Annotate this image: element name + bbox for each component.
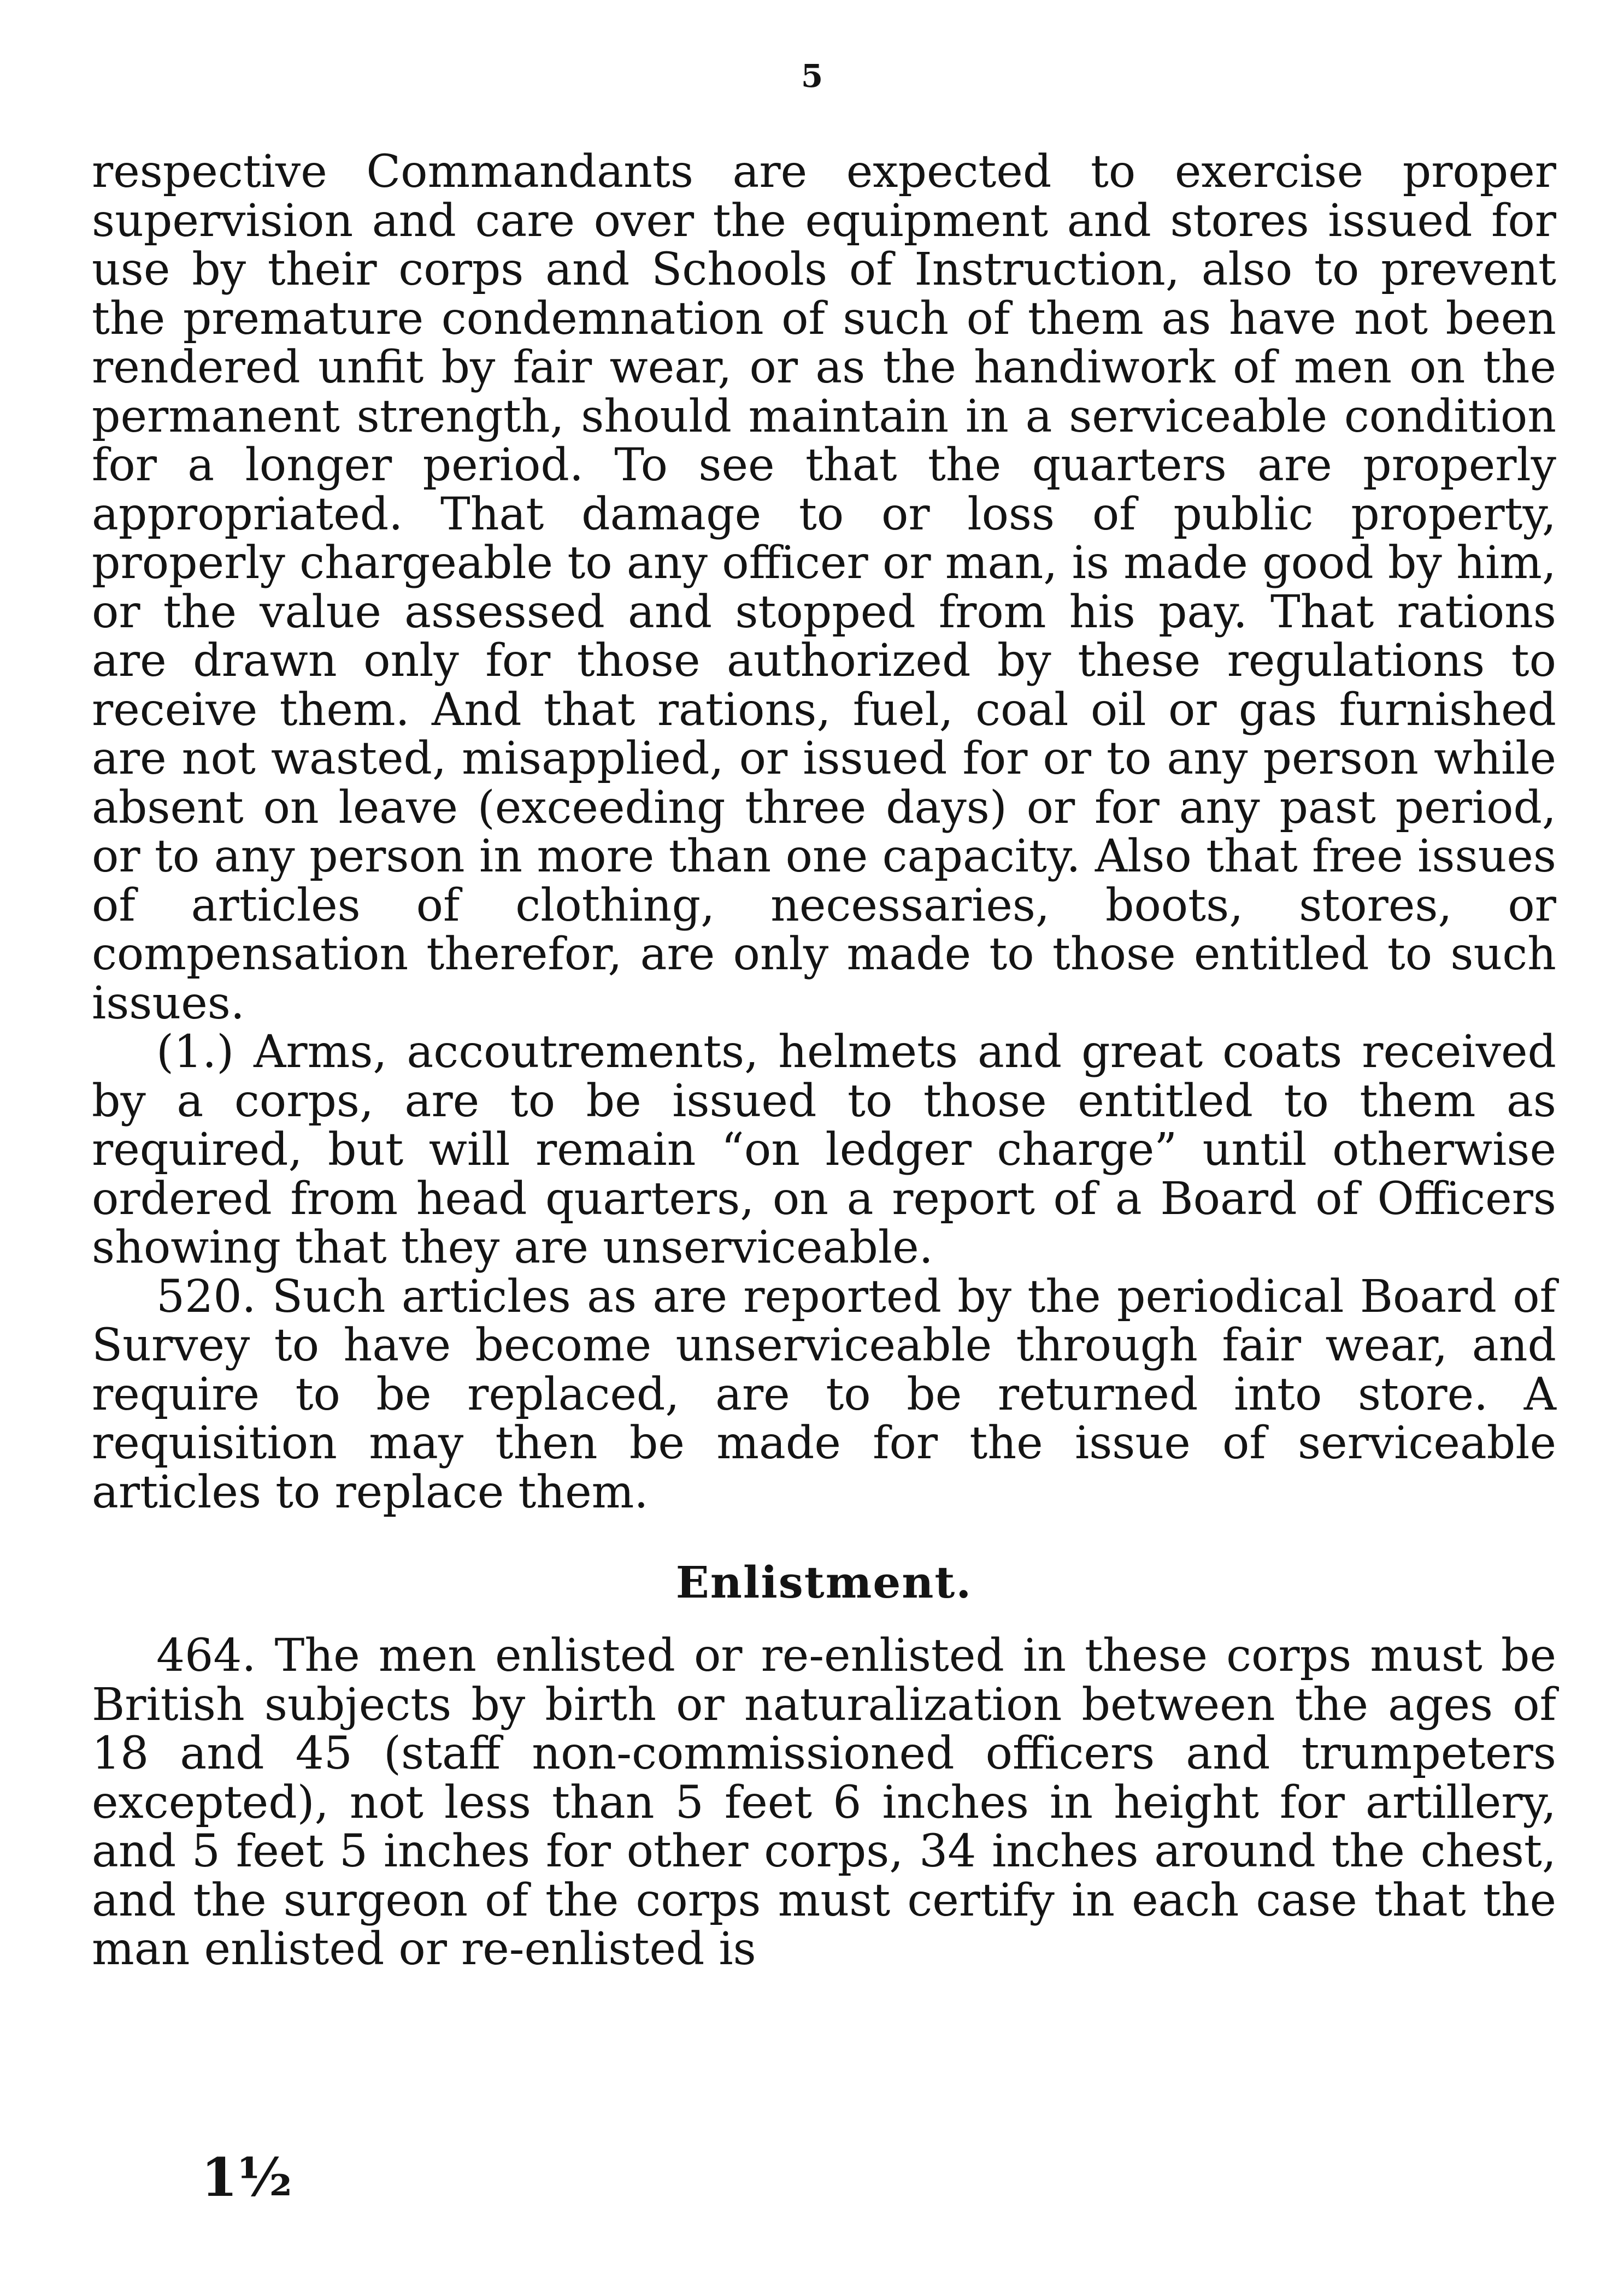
paragraph-supervision: respective Commandants are expected to exercise proper supervision and care over the equipment and stores issued for use by their corps and Schools of Instruction, also to prevent the premature condemnation of such of them as have not been rendered unfit by fair wear, or as the handiwork of men on the permanent strength, should maintain in a serviceable condition for a longer period. To see that the quarters are properly appropriated. That damage to or loss of public property, properly chargeable to any officer or man, is made good by him, or the value assessed and stopped from his pay. That rations are drawn only for those authorized by these regulations to receive them. And that rations, fuel, coal oil or gas furnished are not wasted, misapplied, or issued for or to any person while absent on leave (exceeding three days) or for any past period, or to any person in more than one capacity. Also that free issues of articles of clothing, necessaries, boots, stores, or compensation therefor, are only made to those entitled to such issues. <box>92 146 1556 1029</box>
section-heading-enlistment: Enlistment. <box>675 1557 973 1608</box>
page-number: 5 <box>801 57 823 95</box>
paragraph-464: 464. The men enlisted or re-enlisted in these corps must be British subjects by birth or naturalization between the ages of 18 and 45 (staff non-commissioned officers and trumpeters excepted), not less than 5 feet 6 inches in height for artillery, and 5 feet 5 inches for other corps, 34 inches around the chest, and the surgeon of the corps must certify in each case that the man enlisted or re-enlisted is <box>92 1630 1556 1975</box>
paragraph-520: 520. Such articles as are reported by the periodical Board of Survey to have become unserviceable through fair wear, and require to be replaced, are to be returned into store. A requisition may then be made for the issue of serviceable articles to replace them. <box>92 1270 1556 1518</box>
signature-mark: 1½ <box>201 2147 292 2208</box>
paragraph-arms: (1.) Arms, accoutrements, helmets and great coats received by a corps, are to be issued to those entitled to them as required, but will remain “on ledger charge” until otherwise ordered from head quarters, on a report of a Board of Officers showing that they are unserviceable. <box>92 1026 1556 1274</box>
document-body <box>92 148 1556 1974</box>
